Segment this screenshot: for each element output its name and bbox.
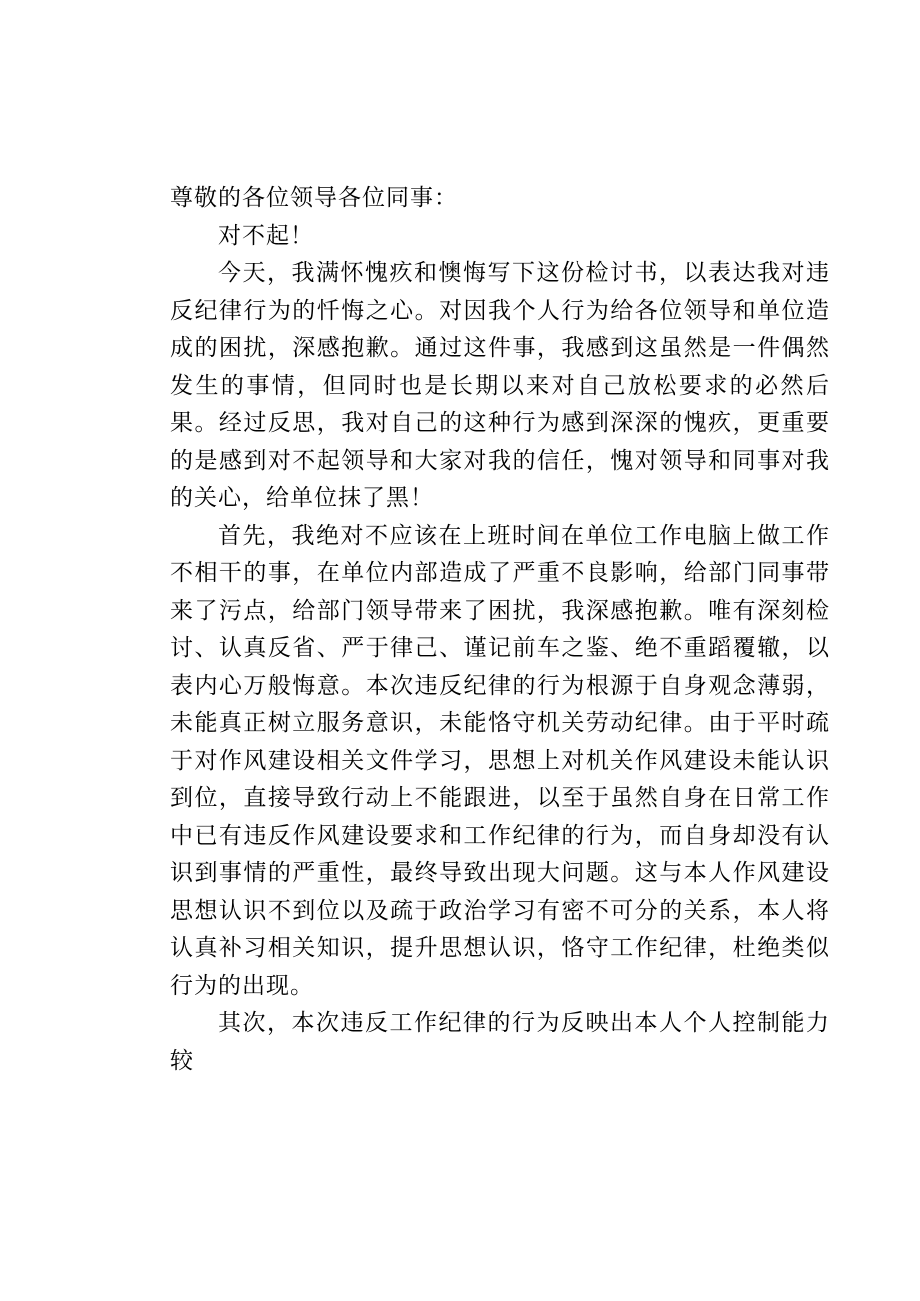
paragraph-first: 首先，我绝对不应该在上班时间在单位工作电脑上做工作不相干的事，在单位内部造成了严重不良影响，给部门同事带来了污点，给部门领导带来了困扰，我深感抱歉。唯有深刻检讨、认真反省、严于律己、谨记前车之鉴、绝不重蹈覆辙，以表内心万般悔意。本次违反纪律的行为根源于自身观念薄弱，未能真正树立服务意识，未能恪守机关劳动纪律。由于平时疏于对作风建设相关文件学习，思想上对机关作风建设未能认识到位，直接导致行动上不能跟进，以至于虽然自身在日常工作中已有违反作风建设要求和工作纪律的行为，而自身却没有认识到事情的严重性，最终导致出现大问题。这与本人作风建设思想认识不到位以及疏于政治学习有密不可分的关系，本人将认真补习相关知识，提升思想认识，恪守工作纪律，杜绝类似行为的出现。: [170, 522, 830, 999]
document-body: [170, 180, 830, 1080]
paragraph-apology: 对不起！: [218, 222, 314, 249]
salutation: 尊敬的各位领导各位同事：: [170, 185, 458, 211]
paragraph-second: 其次，本次违反工作纪律的行为反映出本人个人控制能力较: [170, 1010, 830, 1074]
paragraph-intro: 今天，我满怀愧疚和懊悔写下这份检讨书，以表达我对违反纪律行为的忏悔之心。对因我个人行为给各位领导和单位造成的困扰，深感抱歉。通过这件事，我感到这虽然是一件偶然发生的事情，但同时也是长期以来对自己放松要求的必然后果。经过反思，我对自己的这种行为感到深深的愧疚，更重要的是感到对不起领导和大家对我的信任，愧对领导和同事对我的关心，给单位抹了黑！: [170, 260, 830, 511]
